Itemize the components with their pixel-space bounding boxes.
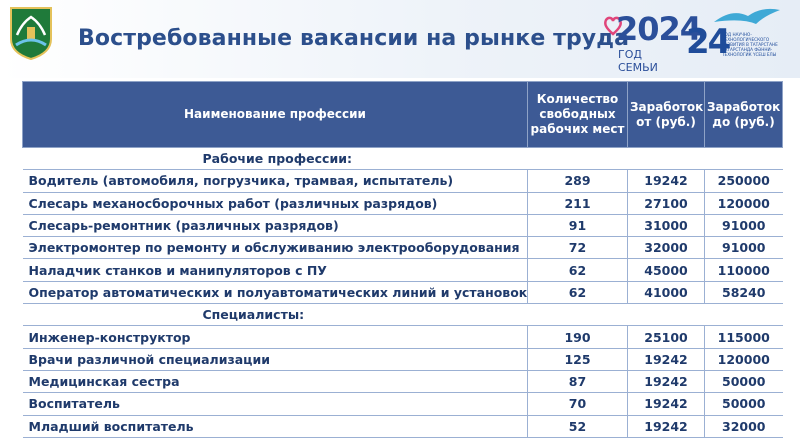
salary-to: 50000: [705, 393, 783, 415]
salary-to: 91000: [705, 237, 783, 259]
salary-from: 19242: [628, 370, 705, 392]
vacancy-count: 70: [528, 393, 628, 415]
salary-from: 19242: [628, 393, 705, 415]
vacancy-count: 289: [528, 170, 628, 192]
year-of-family-logo: [604, 10, 702, 74]
salary-to: 32000: [705, 415, 783, 437]
salary-from: 19242: [628, 415, 705, 437]
vacancy-count: 62: [528, 259, 628, 281]
vacancy-count: 72: [528, 237, 628, 259]
vacancy-count: 87: [528, 370, 628, 392]
salary-to: 120000: [705, 348, 783, 370]
salary-from: 27100: [628, 192, 705, 214]
salary-to: 110000: [705, 259, 783, 281]
section-label-workers: Рабочие профессии:: [23, 148, 783, 170]
profession-name: Медицинская сестра: [23, 370, 528, 392]
city-coat-of-arms-icon: [8, 5, 54, 61]
salary-from: 19242: [628, 170, 705, 192]
section-label-specialists: Специалисты:: [23, 304, 783, 326]
col-header-salary-from: Заработок от (руб.): [628, 82, 705, 148]
logo-24-caption: ГОД НАУЧНО-ТЕХНОЛОГИЧЕСКОГО РАЗВИТИЯ В ТАТАРСТАНЕ ТАТАРСТАНДА ФӘННИ-ТЕХНОЛОГИК ҮСЕШ ЕЛЫ: [722, 32, 778, 57]
vacancies-table: [22, 81, 783, 438]
col-header-name: Наименование профессии: [23, 82, 528, 148]
profession-name: Слесарь-ремонтник (различных разрядов): [23, 214, 528, 236]
table-row: [23, 281, 783, 303]
profession-name: Водитель (автомобиля, погрузчика, трамвая, испытатель): [23, 170, 528, 192]
vacancy-count: 91: [528, 214, 628, 236]
table-header-row: [23, 82, 783, 148]
logo-24-text: 24: [686, 22, 730, 62]
salary-to: 250000: [705, 170, 783, 192]
salary-to: 50000: [705, 370, 783, 392]
profession-name: Воспитатель: [23, 393, 528, 415]
salary-from: 32000: [628, 237, 705, 259]
salary-to: 91000: [705, 214, 783, 236]
salary-from: 41000: [628, 281, 705, 303]
science-year-logo: [682, 4, 792, 70]
col-header-count: Количество свободных рабочих мест: [528, 82, 628, 148]
profession-name: Младший воспитатель: [23, 415, 528, 437]
section-row-workers: [23, 148, 783, 170]
logo-year-caption: ГОД СЕМЬИ: [618, 48, 658, 74]
profession-name: Оператор автоматических и полуавтоматических линий и установок: [23, 281, 528, 303]
salary-to: 58240: [705, 281, 783, 303]
table-row: [23, 393, 783, 415]
vacancies-table-wrap: [22, 81, 782, 438]
salary-from: 19242: [628, 348, 705, 370]
vacancy-count: 211: [528, 192, 628, 214]
table-row: [23, 259, 783, 281]
page-title: Востребованные вакансии на рынке труда: [78, 26, 630, 51]
profession-name: Врачи различной специализации: [23, 348, 528, 370]
section-row-specialists: [23, 304, 783, 326]
salary-to: 120000: [705, 192, 783, 214]
profession-name: Инженер-конструктор: [23, 326, 528, 348]
logo-year-text: 2024: [616, 10, 702, 48]
table-row: [23, 370, 783, 392]
salary-from: 31000: [628, 214, 705, 236]
salary-from: 45000: [628, 259, 705, 281]
salary-from: 25100: [628, 326, 705, 348]
table-row: [23, 415, 783, 437]
profession-name: Электромонтер по ремонту и обслуживанию электрооборудования: [23, 237, 528, 259]
table-row: [23, 348, 783, 370]
vacancy-count: 125: [528, 348, 628, 370]
col-header-salary-to: Заработок до (руб.): [705, 82, 783, 148]
profession-name: Наладчик станков и манипуляторов с ПУ: [23, 259, 528, 281]
salary-to: 115000: [705, 326, 783, 348]
vacancy-count: 62: [528, 281, 628, 303]
table-row: [23, 237, 783, 259]
table-row: [23, 326, 783, 348]
table-row: [23, 214, 783, 236]
table-row: [23, 170, 783, 192]
vacancy-count: 52: [528, 415, 628, 437]
profession-name: Слесарь механосборочных работ (различных разрядов): [23, 192, 528, 214]
vacancy-count: 190: [528, 326, 628, 348]
table-row: [23, 192, 783, 214]
